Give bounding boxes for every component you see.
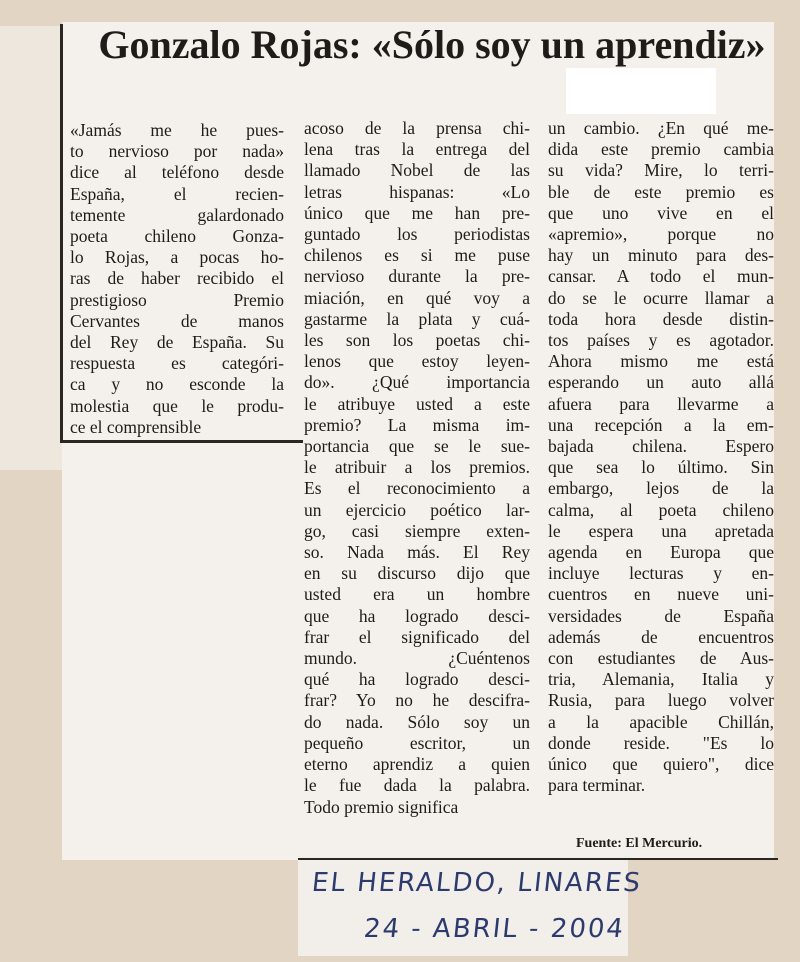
article-line: donde reside. "Es lo	[548, 732, 774, 753]
article-line: una recepción a la em-	[548, 414, 774, 435]
article-line: dice al teléfono desde	[70, 162, 284, 183]
article-line: un cambio. ¿En qué me-	[548, 118, 774, 138]
article-line: eterno aprendiz a quien	[304, 754, 530, 775]
article-line: mundo. ¿Cuéntenos	[304, 648, 530, 669]
article-line: poeta chileno Gonza-	[70, 226, 284, 247]
article-line: frar? Yo no he descifra-	[304, 690, 530, 711]
article-line: «Jamás me he pues-	[70, 120, 284, 140]
article-line: prestigioso Premio	[70, 289, 284, 310]
article-line: su vida? Mire, lo terri-	[548, 160, 774, 181]
article-line: pequeño escritor, un	[304, 732, 530, 753]
article-line: Cervantes de manos	[70, 310, 284, 331]
article-line: gastarme la plata y cuá-	[304, 308, 530, 329]
article-line: que sea lo último. Sin	[548, 457, 774, 478]
article-line: usted era un hombre	[304, 584, 530, 605]
article-line: Es el reconocimiento a	[304, 478, 530, 499]
article-line: lenos que estoy leyen-	[304, 351, 530, 372]
article-line: do nada. Sólo soy un	[304, 711, 530, 732]
article-line: en su discurso dijo que	[304, 563, 530, 584]
article-line: do». ¿Qué importancia	[304, 372, 530, 393]
handwritten-newspaper-name: EL HERALDO, LINARES	[310, 868, 644, 898]
article-line: ca y no esconde la	[70, 374, 284, 395]
article-line: le fue dada la palabra.	[304, 775, 530, 796]
article-line: ble de este premio es	[548, 181, 774, 202]
article-line: esperando un auto allá	[548, 372, 774, 393]
handwritten-date: 24 - ABRIL - 2004	[362, 914, 627, 944]
article-line: incluye lecturas y en-	[548, 563, 774, 584]
article-column-3	[548, 118, 774, 797]
article-line: chilenos es si me puse	[304, 245, 530, 266]
article-line: to nervioso por nada»	[70, 141, 284, 162]
article-line: un ejercicio poético lar-	[304, 499, 530, 520]
article-line: frar el significado del	[304, 626, 530, 647]
article-line: calma, al poeta chileno	[548, 499, 774, 520]
article-line: con estudiantes de Aus-	[548, 648, 774, 669]
article-line: «apremio», porque no	[548, 224, 774, 245]
article-line: letras hispanas: «Lo	[304, 181, 530, 202]
article-source: Fuente: El Mercurio.	[576, 836, 703, 851]
article-line: ce el comprensible	[70, 416, 202, 437]
article-line: lena tras la entrega del	[304, 139, 530, 160]
white-patch	[566, 68, 716, 114]
article-line: le atribuye usted a este	[304, 393, 530, 414]
article-line: tria, Alemania, Italia y	[548, 669, 774, 690]
article-line: cuentros en nueve uni-	[548, 584, 774, 605]
article-line: Ahora mismo me está	[548, 351, 774, 372]
article-line: temente galardonado	[70, 204, 284, 225]
article-line: único que quiero", dice	[548, 754, 774, 775]
article-line: España, el recien-	[70, 183, 284, 204]
article-line: lo Rojas, a pocas ho-	[70, 247, 284, 268]
article-line: único que me han pre-	[304, 202, 530, 223]
article-line: toda hora desde distin-	[548, 308, 774, 329]
article-line: además de encuentros	[548, 626, 774, 647]
article-line: agenda en Europa que	[548, 542, 774, 563]
article-column-1	[70, 120, 284, 438]
bottom-rule	[298, 858, 778, 860]
article-line: portancia que se le sue-	[304, 436, 530, 457]
article-line: do se le ocurre llamar a	[548, 287, 774, 308]
article-line: hay un minuto para des-	[548, 245, 774, 266]
article-line: go, casi siempre exten-	[304, 520, 530, 541]
article-line: dida este premio cambia	[548, 139, 774, 160]
article-line: molestia que le produ-	[70, 395, 284, 416]
article-line: que uno vive en el	[548, 202, 774, 223]
article-column-2	[304, 118, 530, 818]
article-line: del Rey de España. Su	[70, 332, 284, 353]
article-line: para terminar.	[548, 775, 646, 796]
article-line: guntado los periodistas	[304, 224, 530, 245]
article-headline: Gonzalo Rojas: «Sólo soy un aprendiz»	[98, 22, 766, 67]
article-line: le espera una apretada	[548, 520, 774, 541]
article-line: llamado Nobel de las	[304, 160, 530, 181]
article-line: le atribuir a los premios.	[304, 457, 530, 478]
article-line: cansar. A todo el mun-	[548, 266, 774, 287]
article-line: nervioso durante la pre-	[304, 266, 530, 287]
article-line: embargo, lejos de la	[548, 478, 774, 499]
article-line: qué ha logrado desci-	[304, 669, 530, 690]
article-line: miación, en qué voy a	[304, 287, 530, 308]
article-line: premio? La misma im-	[304, 414, 530, 435]
article-line: a la apacible Chillán,	[548, 711, 774, 732]
article-line: bajada chilena. Espero	[548, 436, 774, 457]
article-line: afuera para llevarme a	[548, 393, 774, 414]
article-line: Todo premio significa	[304, 796, 459, 817]
article-line: acoso de la prensa chi-	[304, 118, 530, 138]
article-line: respuesta es categóri-	[70, 353, 284, 374]
article-line: tos países y es agotador.	[548, 330, 774, 351]
article-line: ras de haber recibido el	[70, 268, 284, 289]
article-line: Rusia, para luego volver	[548, 690, 774, 711]
article-line: versidades de España	[548, 605, 774, 626]
article-line: les son los poetas chi-	[304, 330, 530, 351]
article-line: que ha logrado desci-	[304, 605, 530, 626]
article-line: so. Nada más. El Rey	[304, 542, 530, 563]
